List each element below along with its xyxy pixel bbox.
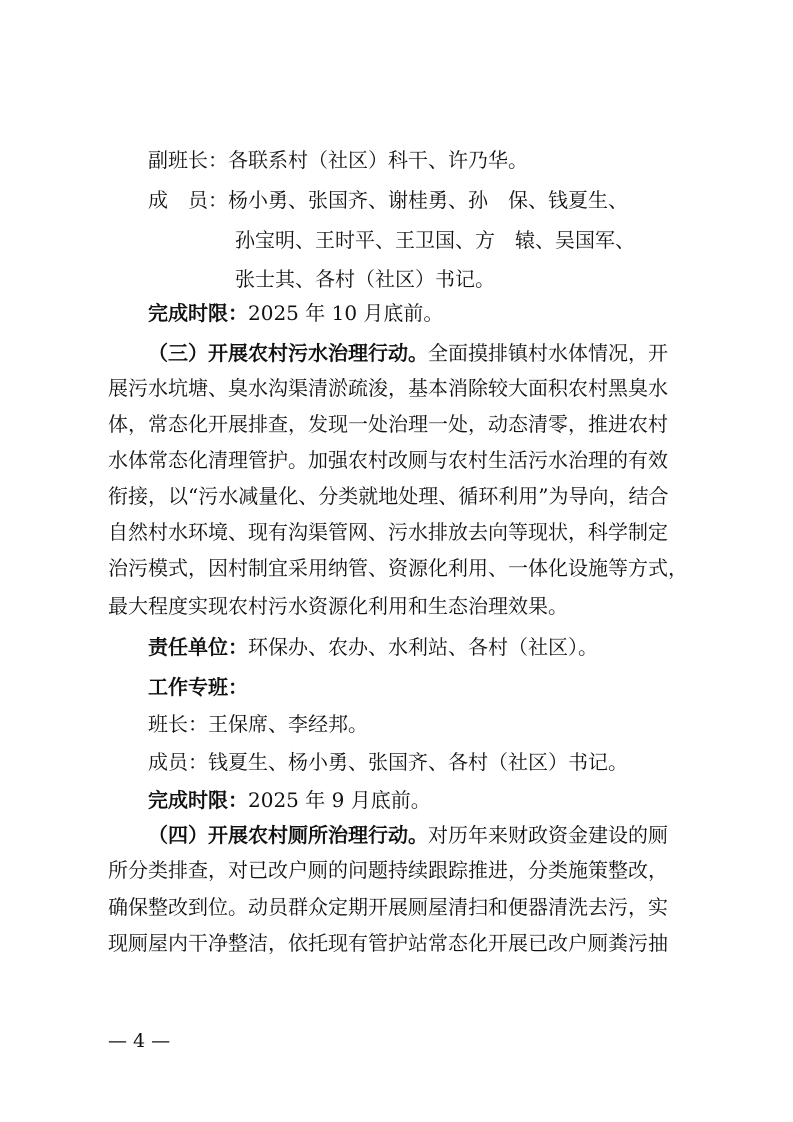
section-3-body-line: 水体常态化清理管护。加强农村改厕与农村生活污水治理的有效 xyxy=(108,448,668,472)
section-3-body-line: 体，常态化开展排查，发现一处治理一处，动态清零，推进农村 xyxy=(108,412,668,436)
deadline-line-1: 完成时限：2025 年 10 月底前。 xyxy=(148,301,444,325)
section-4-heading-line: （四）开展农村厕所治理行动。对历年来财政资金建设的厕 xyxy=(148,823,668,847)
section-3-body-line: 衔接，以“污水减量化、分类就地处理、循环利用”为导向，结合 xyxy=(108,484,669,508)
section-4-body-line: 所分类排查，对已改户厕的问题持续跟踪推进，分类施策整改， xyxy=(108,858,668,882)
task-force-line xyxy=(148,672,738,702)
deadline-label: 完成时限： xyxy=(148,301,248,325)
deadline-label: 完成时限： xyxy=(148,788,248,812)
members-line-3: 张士其、各村（社区）书记。 xyxy=(235,267,495,291)
vice-leader-line: 副班长：各联系村（社区）科干、许乃华。 xyxy=(148,148,528,172)
responsible-unit-label: 责任单位： xyxy=(148,635,248,659)
section-3-body-line: 最大程度实现农村污水资源化利用和生态治理效果。 xyxy=(108,594,568,618)
deadline-line-2: 完成时限：2025 年 9 月底前。 xyxy=(148,788,431,812)
section-4-body-line: 现厕屋内干净整洁，依托现有管护站常态化开展已改户厕粪污抽 xyxy=(108,931,668,955)
section-4-heading: （四）开展农村厕所治理行动。 xyxy=(148,823,428,847)
section-3-heading-line: （三）开展农村污水治理行动。全面摸排镇村水体情况，开 xyxy=(148,341,668,365)
team-leader-line: 班长：王保席、李经邦。 xyxy=(148,712,368,736)
section-3-body-line: 自然村水环境、现有沟渠管网、污水排放去向等现状，科学制定 xyxy=(108,520,668,544)
section-4-body-line: 确保整改到位。动员群众定期开展厕屋清扫和便器清洗去污，实 xyxy=(108,895,668,919)
task-force-label: 工作专班： xyxy=(148,675,248,699)
responsible-unit-line: 责任单位：环保办、农办、水利站、各村（社区）。 xyxy=(148,635,598,659)
page-number: — 4 — xyxy=(108,1030,171,1052)
section-3-body-line: 治污模式，因村制宜采用纳管、资源化利用、一体化设施等方式， xyxy=(108,556,688,580)
section-3-heading: （三）开展农村污水治理行动。 xyxy=(148,341,428,365)
members-line-1: 成 员：杨小勇、张国齐、谢桂勇、孙 保、钱夏生、 xyxy=(148,188,628,212)
team-members-line: 成员：钱夏生、杨小勇、张国齐、各村（社区）书记。 xyxy=(148,750,628,774)
section-3-body-line: 展污水坑塘、臭水沟渠清淤疏浚，基本消除较大面积农村黑臭水 xyxy=(108,376,668,400)
members-line-2: 孙宝明、王时平、王卫国、方 辕、吴国军、 xyxy=(235,228,635,252)
